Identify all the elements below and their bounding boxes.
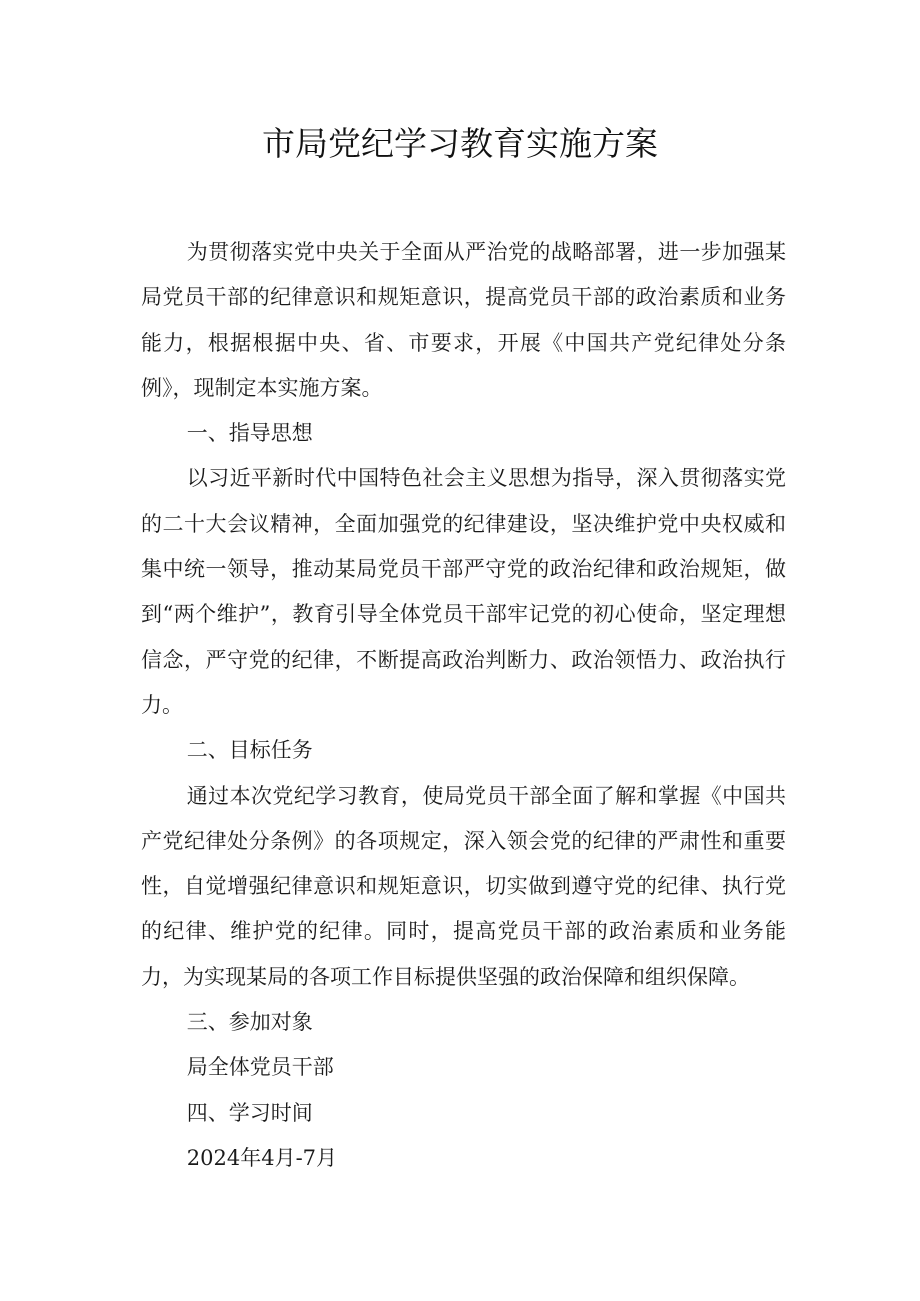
section-heading-participants: 三、参加对象	[186, 1010, 313, 1035]
section-heading-study-time: 四、学习时间	[186, 1100, 313, 1125]
section-heading-guiding-thought: 一、指导思想	[186, 421, 313, 446]
goals-paragraph: 通过本次党纪学习教育，使局党员干部全面了解和掌握《中国共产党纪律处分条例》的各项规定，深入领会党的纪律的严肃性和重要性，自觉增强纪律意识和规矩意识，切实做到遵守党的纪律、执行党的纪律、维护党的纪律。同时，提高党员干部的政治素质和业务能力，为实现某局的各项工作目标提供坚强的政治保障和组织保障。	[141, 783, 786, 989]
document-body	[141, 230, 786, 1181]
guiding-thought-paragraph: 以习近平新时代中国特色社会主义思想为指导，深入贯彻落实党的二十大会议精神，全面加强党的纪律建设，坚决维护党中央权威和集中统一领导，推动某局党员干部严守党的政治纪律和政治规矩，做到“两个维护”，教育引导全体党员干部牢记党的初心使命，坚定理想信念，严守党的纪律，不断提高政治判断力、政治领悟力、政治执行力。	[141, 466, 786, 717]
section-heading-goals: 二、目标任务	[186, 738, 313, 763]
participants-paragraph: 局全体党员干部	[186, 1055, 334, 1080]
intro-paragraph: 为贯彻落实党中央关于全面从严治党的战略部署，进一步加强某局党员干部的纪律意识和规矩意识，提高党员干部的政治素质和业务能力，根据根据中央、省、市要求，开展《中国共产党纪律处分条例》，现制定本实施方案。	[141, 240, 786, 400]
study-time-paragraph: 2024年4月-7月	[186, 1145, 338, 1170]
document-title: 市局党纪学习教育实施方案	[262, 124, 658, 163]
